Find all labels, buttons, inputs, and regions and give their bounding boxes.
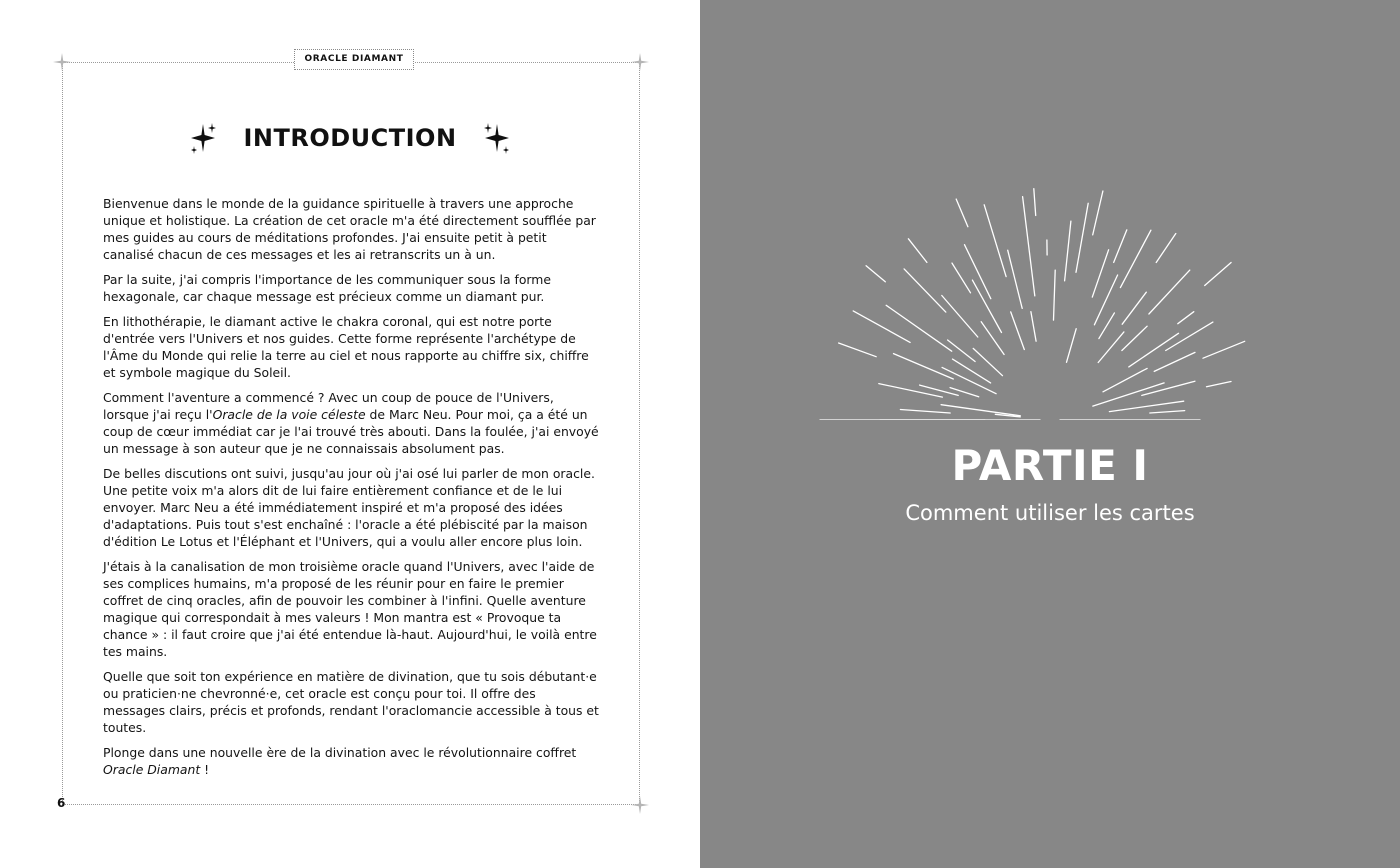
page-number: 6 <box>57 796 66 810</box>
running-header: ORACLE DIAMANT <box>294 49 414 70</box>
sunburst-ray <box>1142 381 1195 395</box>
corner-star-icon <box>630 52 650 72</box>
corner-star-icon <box>630 795 650 815</box>
chapter-title: INTRODUCTION <box>243 124 457 152</box>
sunburst-ray <box>1076 203 1088 272</box>
sunburst-ray <box>1054 270 1056 320</box>
paragraph: Par la suite, j'ai compris l'importance de les communiquer sous la forme hexagonale, car chaque message est précieux comme un diamant pur. <box>103 272 551 304</box>
corner-star-icon <box>52 52 72 72</box>
sunburst-ray <box>1008 250 1023 308</box>
sunburst-ray <box>1031 312 1036 342</box>
sunburst-ray <box>981 322 1004 355</box>
paragraph: Bienvenue dans le monde de la guidance spirituelle à travers une approche unique et holistique. La création de cet oracle m'a été directement soufflée par mes guides au cours de méditations profondes. J'ai ensuite petit à petit canalisé chacun de ces messages et les ai retranscrits un à un. <box>103 196 596 262</box>
sunburst-ray <box>1156 234 1176 263</box>
sunburst-ray <box>1093 383 1164 406</box>
sunburst-ray <box>1122 326 1147 350</box>
sunburst-ray <box>900 410 950 414</box>
sunburst-ray <box>1092 250 1108 297</box>
part-subtitle: Comment utiliser les cartes <box>905 501 1195 525</box>
sparkle-icon <box>189 120 219 156</box>
sunburst-ray <box>952 263 971 293</box>
sunburst-ray <box>1093 191 1103 235</box>
sunburst-ray <box>1149 270 1190 314</box>
sunburst-ray <box>1099 313 1115 339</box>
sunburst-ray <box>886 305 952 351</box>
product-name: Oracle Diamant <box>103 762 201 777</box>
sunburst-ray <box>879 384 943 398</box>
sunburst-ray <box>1122 292 1146 324</box>
sunburst-ray <box>956 199 968 227</box>
paragraph: Quelle que soit ton expérience en matière de divination, que tu sois débutant·e ou praticien·ne chevronné·e, cet oracle est conçu pour toi. Il offre des messages clairs, précis et profonds, rendant l'oraclomancie accessible à tous et toutes. <box>103 669 599 735</box>
sunburst-ray <box>1154 352 1195 371</box>
sunburst-ray <box>953 359 991 383</box>
right-page <box>700 0 1400 868</box>
sunburst-ray <box>1120 230 1151 287</box>
sunburst-ray <box>950 388 979 397</box>
sunburst-ray <box>866 266 885 282</box>
sunburst-ray <box>942 296 978 338</box>
paragraph: En lithothérapie, le diamant active le chakra coronal, qui est notre porte d'entrée vers l'Univers et nos guides. Cette forme représente l'archétype de l'Âme du Monde qui relie la terre au ciel et nous rapporte au chiffre six, chiffre et symbole magique du Soleil. <box>103 314 589 380</box>
sunburst-ray <box>1023 197 1035 296</box>
sparkle-icon <box>481 120 511 156</box>
sunburst-ray <box>908 239 927 263</box>
sunburst-icon <box>810 180 1290 420</box>
sunburst-ray <box>1203 341 1245 358</box>
sunburst-ray <box>1205 263 1231 286</box>
sunburst-ray <box>1129 333 1179 367</box>
paragraph-text: ! <box>200 762 210 777</box>
paragraph: J'étais à la canalisation de mon troisième oracle quand l'Univers, avec l'aide de ses complices humains, m'a proposé de les réunir pour en faire le premier coffret de cinq oracles, afin de pouvoir les combiner à l'infini. Quelle aventure magique qui correspondait à mes valeurs ! Mon mantra est « Provoque ta chance » : il faut croire que j'ai été entendue là-haut. Aujourd'hui, le voilà entre tes mains. <box>103 559 597 659</box>
sunburst-ray <box>1178 312 1194 324</box>
sunburst-ray <box>1207 382 1232 387</box>
sunburst-ray <box>972 280 1001 332</box>
sunburst-ray <box>1011 312 1025 350</box>
paragraph-text: Plonge dans une nouvelle ère de la divination avec le révolutionnaire coffret <box>103 745 577 760</box>
sunburst-ray <box>1098 332 1124 363</box>
chapter-heading <box>180 118 520 158</box>
sunburst-ray <box>1109 401 1183 411</box>
sunburst-ray <box>1034 189 1036 216</box>
paragraph <box>103 389 601 457</box>
sunburst-ray <box>1103 368 1147 391</box>
paragraph-text: de Marc Neu. Pour moi, ça a été un coup de cœur immédiat car je l'ai trouvé très abouti. Dans la foulée, j'ai envoyé un message à son auteur que je ne connaissais absolument pas. <box>103 407 599 456</box>
sunburst-ray <box>984 205 1006 277</box>
sunburst-ray <box>1150 411 1185 413</box>
sunburst-ray <box>1114 230 1127 263</box>
sunburst-ray <box>941 405 1020 416</box>
sunburst-ray <box>904 269 946 312</box>
book-title: Oracle de la voie céleste <box>212 407 366 422</box>
paragraph <box>103 744 601 778</box>
sunburst-ray <box>839 343 877 357</box>
sunburst-ray <box>1166 322 1213 350</box>
sunburst-ray <box>894 354 954 379</box>
introduction-body <box>103 195 601 786</box>
paragraph-text: Comment l'aventure a commencé ? Avec un coup de pouce de l'Univers, lorsque j'ai reçu l' <box>103 390 554 422</box>
sunburst-ray <box>1067 329 1077 363</box>
sunburst-ray <box>1065 221 1071 281</box>
sunburst-ray <box>973 348 1002 375</box>
paragraph: De belles discutions ont suivi, jusqu'au jour où j'ai osé lui parler de mon oracle. Une petite voix m'a alors dit de lui faire entièrement confiance et de le lui envoyer. Marc Neu a été immédiatement inspiré et m'a proposé des idées d'adaptations. Puis tout s'est enchaîné : l'oracle a été plébiscité par la maison d'édition Le Lotus et l'Éléphant et l'Univers, qui a voulu aller encore plus loin. <box>103 466 595 549</box>
part-title: PARTIE I <box>951 441 1149 490</box>
